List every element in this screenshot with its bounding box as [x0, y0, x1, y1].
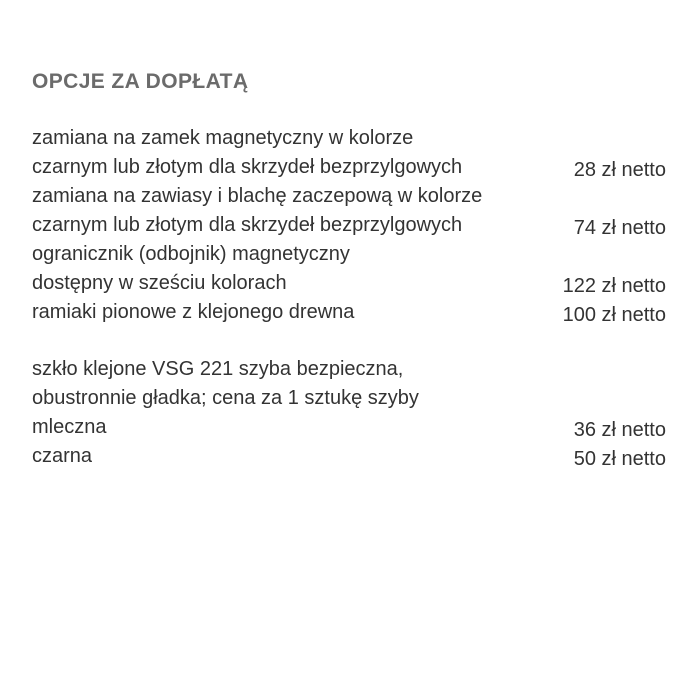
option-description-line: zamiana na zawiasy i blachę zaczepową w kolorze: [32, 185, 483, 207]
option-description-line: czarna: [32, 445, 93, 467]
option-price: 100 zł netto: [562, 304, 666, 326]
option-description-line: dostępny w sześciu kolorach: [32, 272, 287, 294]
option-description: [32, 298, 563, 327]
option-row: [32, 124, 666, 182]
option-description-line: czarnym lub złotym dla skrzydeł bezprzylgowych: [32, 214, 463, 236]
option-price: 28 zł netto: [573, 159, 666, 181]
option-price: 50 zł netto: [573, 448, 666, 470]
option-description: [32, 413, 574, 442]
option-description-line: ogranicznik (odbojnik) magnetyczny: [32, 243, 350, 265]
option-price: 74 zł netto: [573, 217, 666, 239]
option-row: [32, 240, 666, 298]
option-description: [32, 240, 563, 298]
option-price: 122 zł netto: [562, 275, 666, 297]
option-description: [32, 442, 574, 471]
option-description-line: ramiaki pionowe z klejonego drewna: [32, 301, 355, 323]
option-row: [32, 298, 666, 327]
option-description: [32, 182, 574, 240]
page-title: OPCJE ZA DOPŁATĄ: [32, 70, 249, 93]
option-row: [32, 413, 666, 442]
price-list: [32, 124, 666, 471]
option-description-line: zamiana na zamek magnetyczny w kolorze: [32, 127, 414, 149]
option-description: [32, 355, 666, 413]
option-description-line: obustronnie gładka; cena za 1 sztukę szyby: [32, 387, 419, 409]
option-row: [32, 182, 666, 240]
option-price: 36 zł netto: [573, 419, 666, 441]
option-description-line: mleczna: [32, 416, 107, 438]
option-row: [32, 355, 666, 413]
option-description-line: szkło klejone VSG 221 szyba bezpieczna,: [32, 358, 404, 380]
option-description: [32, 124, 574, 182]
option-row: [32, 442, 666, 471]
option-description-line: czarnym lub złotym dla skrzydeł bezprzylgowych: [32, 156, 463, 178]
